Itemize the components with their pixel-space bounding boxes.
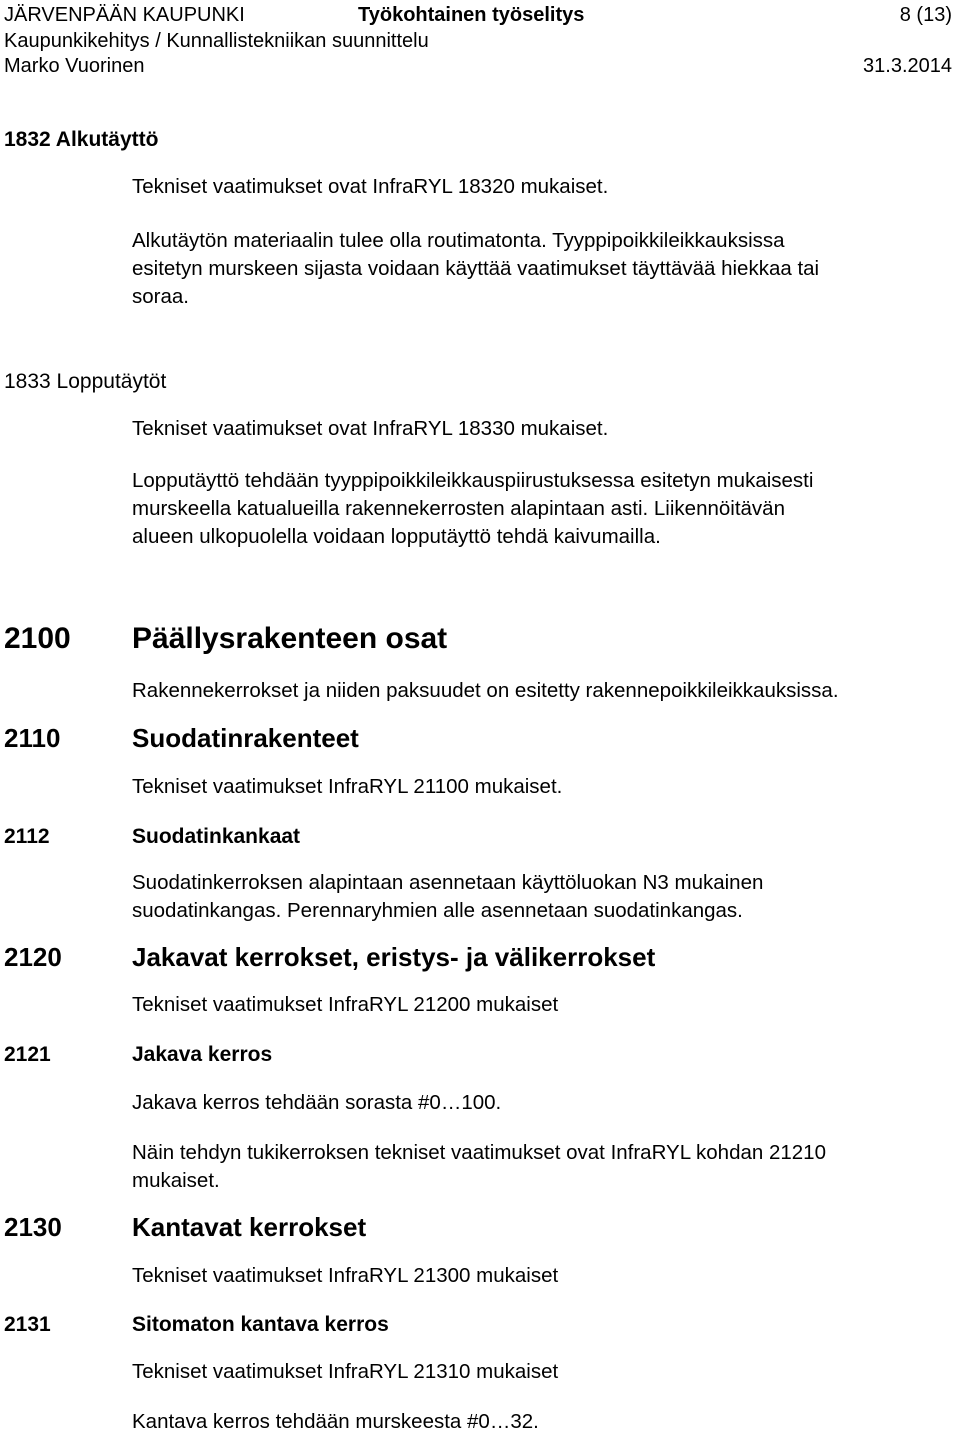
paragraph-1832-2-line-2: esitetyn murskeen sijasta voidaan käyttää vaatimukset täyttävää hiekkaa tai — [132, 257, 820, 280]
section-heading-1833: 1833 Lopputäytöt — [4, 370, 167, 393]
header-date: 31.3.2014 — [863, 55, 952, 77]
section-number-2130: 2130 — [4, 1212, 62, 1242]
paragraph-2112-1-line-2: suodatinkangas. Perennaryhmien alle asennetaan suodatinkangas. — [132, 899, 743, 922]
section-number-2121: 2121 — [4, 1043, 51, 1066]
paragraph-2121-2-line-2: mukaiset. — [132, 1169, 220, 1192]
paragraph-1833-2-line-3: alueen ulkopuolella voidaan lopputäyttö tehdä kaivumailla. — [132, 525, 661, 548]
section-heading-1832: 1832 Alkutäyttö — [4, 128, 159, 151]
section-title-2130: Kantavat kerrokset — [132, 1212, 367, 1242]
paragraph-2130-1: Tekniset vaatimukset InfraRYL 21300 mukaiset — [132, 1264, 559, 1287]
header-department: Kaupunkikehitys / Kunnallistekniikan suunnittelu — [4, 30, 429, 52]
section-number-2120: 2120 — [4, 942, 62, 972]
paragraph-1833-2-line-2: murskeella katualueilla rakennekerrosten alapintaan asti. Liikennöitävän — [132, 497, 785, 520]
header-author: Marko Vuorinen — [4, 55, 145, 77]
paragraph-2121-1: Jakava kerros tehdään sorasta #0…100. — [132, 1091, 502, 1114]
paragraph-1833-2-line-1: Lopputäyttö tehdään tyyppipoikkileikkauspiirustuksessa esitetyn mukaisesti — [132, 469, 814, 492]
paragraph-2120-1: Tekniset vaatimukset InfraRYL 21200 mukaiset — [132, 993, 559, 1016]
section-number-2112: 2112 — [4, 825, 50, 848]
section-title-2131: Sitomaton kantava kerros — [132, 1313, 389, 1336]
section-number-2100: 2100 — [4, 622, 71, 655]
section-number-2131: 2131 — [4, 1313, 51, 1336]
section-title-2112: Suodatinkankaat — [132, 825, 301, 848]
paragraph-2131-2: Kantava kerros tehdään murskeesta #0…32. — [132, 1410, 539, 1433]
paragraph-2100-1: Rakennekerrokset ja niiden paksuudet on esitetty rakennepoikkileikkauksissa. — [132, 679, 839, 702]
section-title-2100: Päällysrakenteen osat — [132, 622, 448, 655]
section-number-2110: 2110 — [4, 723, 61, 753]
header-page-number: 8 (13) — [899, 4, 952, 26]
paragraph-1832-2-line-3: soraa. — [132, 285, 189, 308]
header-org: JÄRVENPÄÄN KAUPUNKI — [4, 4, 245, 26]
section-title-2121: Jakava kerros — [132, 1043, 273, 1066]
paragraph-2112-1-line-1: Suodatinkerroksen alapintaan asennetaan käyttöluokan N3 mukainen — [132, 871, 764, 894]
paragraph-1833-1: Tekniset vaatimukset ovat InfraRYL 18330 mukaiset. — [132, 417, 609, 440]
section-title-2120: Jakavat kerrokset, eristys- ja välikerrokset — [132, 942, 656, 972]
paragraph-1832-2-line-1: Alkutäytön materiaalin tulee olla routimatonta. Tyyppipoikkileikkauksissa — [132, 229, 785, 252]
header-doc-title: Työkohtainen työselitys — [358, 4, 585, 26]
paragraph-2110-1: Tekniset vaatimukset InfraRYL 21100 mukaiset. — [132, 775, 563, 798]
section-title-2110: Suodatinrakenteet — [132, 723, 359, 753]
paragraph-1832-1: Tekniset vaatimukset ovat InfraRYL 18320 mukaiset. — [132, 175, 609, 198]
paragraph-2131-1: Tekniset vaatimukset InfraRYL 21310 mukaiset — [132, 1360, 559, 1383]
paragraph-2121-2-line-1: Näin tehdyn tukikerroksen tekniset vaatimukset ovat InfraRYL kohdan 21210 — [132, 1141, 826, 1164]
